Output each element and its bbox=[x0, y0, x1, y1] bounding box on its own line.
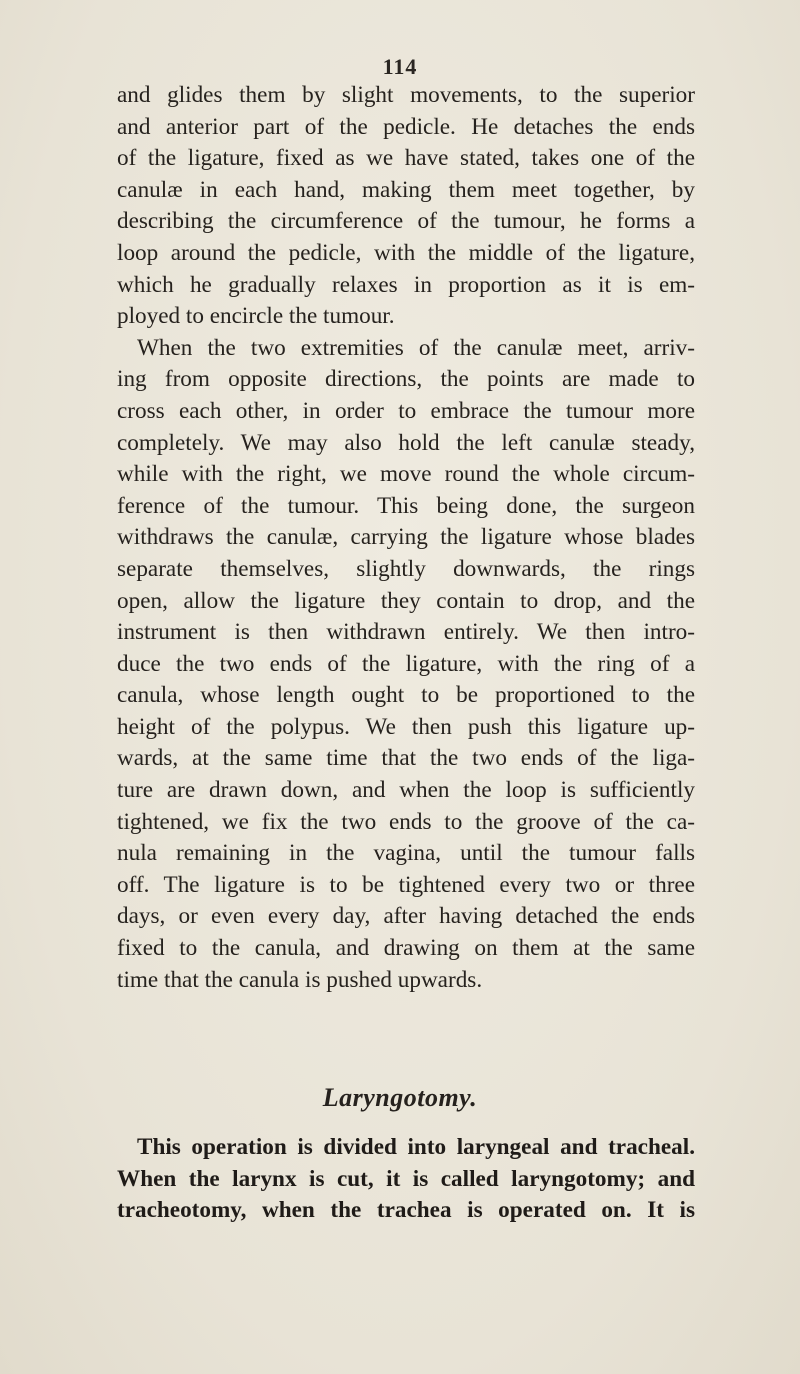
text-line: which he gradually relaxes in proportion as it is em- bbox=[117, 271, 695, 298]
body-text bbox=[117, 80, 695, 996]
text-line: of the ligature, fixed as we have stated, takes one of the bbox=[117, 145, 695, 172]
text-line: and anterior part of the pedicle. He detaches the ends bbox=[117, 113, 695, 140]
text-line: ference of the tumour. This being done, the surgeon bbox=[117, 492, 695, 519]
text-line: When the larynx is cut, it is called laryngotomy; and bbox=[117, 1165, 695, 1192]
text-line: ture are drawn down, and when the loop is sufficiently bbox=[117, 777, 695, 804]
text-line: fixed to the canula, and drawing on them at the same bbox=[117, 935, 695, 962]
text-line: height of the polypus. We then push this ligature up- bbox=[117, 713, 695, 740]
text-line: canulæ in each hand, making them meet together, by bbox=[117, 176, 695, 203]
page-number: 114 bbox=[382, 54, 418, 79]
paragraph-3 bbox=[117, 1132, 695, 1227]
text-line: tightened, we fix the two ends to the groove of the ca- bbox=[117, 808, 695, 835]
text-line: separate themselves, slightly downwards, the rings bbox=[117, 555, 695, 582]
text-line: withdraws the canulæ, carrying the ligature whose blades bbox=[117, 524, 695, 551]
text-line: tracheotomy, when the trachea is operated on. It is bbox=[117, 1197, 695, 1224]
section-heading: Laryngotomy. bbox=[322, 1083, 478, 1112]
text-line: open, allow the ligature they contain to drop, and the bbox=[117, 587, 695, 614]
text-line: This operation is divided into laryngeal and tracheal. bbox=[137, 1134, 695, 1160]
text-line: loop around the pedicle, with the middle of the ligature, bbox=[117, 239, 695, 266]
text-line: ing from opposite directions, the points are made to bbox=[117, 366, 695, 393]
text-line: nula remaining in the vagina, until the tumour falls bbox=[117, 840, 695, 867]
text-line: canula, whose length ought to be proportioned to the bbox=[117, 682, 695, 709]
text-line: When the two extremities of the canulæ meet, arriv- bbox=[137, 334, 695, 361]
text-line: ployed to encircle the tumour. bbox=[117, 303, 395, 330]
paragraph-2 bbox=[117, 333, 695, 996]
text-line: cross each other, in order to embrace the tumour more bbox=[117, 397, 695, 424]
text-line: and glides them by slight movements, to the superior bbox=[117, 82, 695, 108]
text-line: days, or even every day, after having detached the ends bbox=[117, 903, 695, 930]
text-line: time that the canula is pushed upwards. bbox=[117, 966, 483, 993]
text-line: completely. We may also hold the left canulæ steady, bbox=[117, 429, 695, 456]
text-line: off. The ligature is to be tightened every two or three bbox=[117, 871, 695, 898]
text-line: describing the circumference of the tumour, he forms a bbox=[117, 208, 695, 235]
text-line: wards, at the same time that the two ends of the liga- bbox=[117, 745, 695, 772]
text-line: instrument is then withdrawn entirely. We then intro- bbox=[117, 619, 695, 646]
text-line: while with the right, we move round the whole circum- bbox=[117, 461, 695, 488]
paragraph-1 bbox=[117, 80, 695, 333]
text-line: duce the two ends of the ligature, with the ring of a bbox=[117, 650, 695, 677]
